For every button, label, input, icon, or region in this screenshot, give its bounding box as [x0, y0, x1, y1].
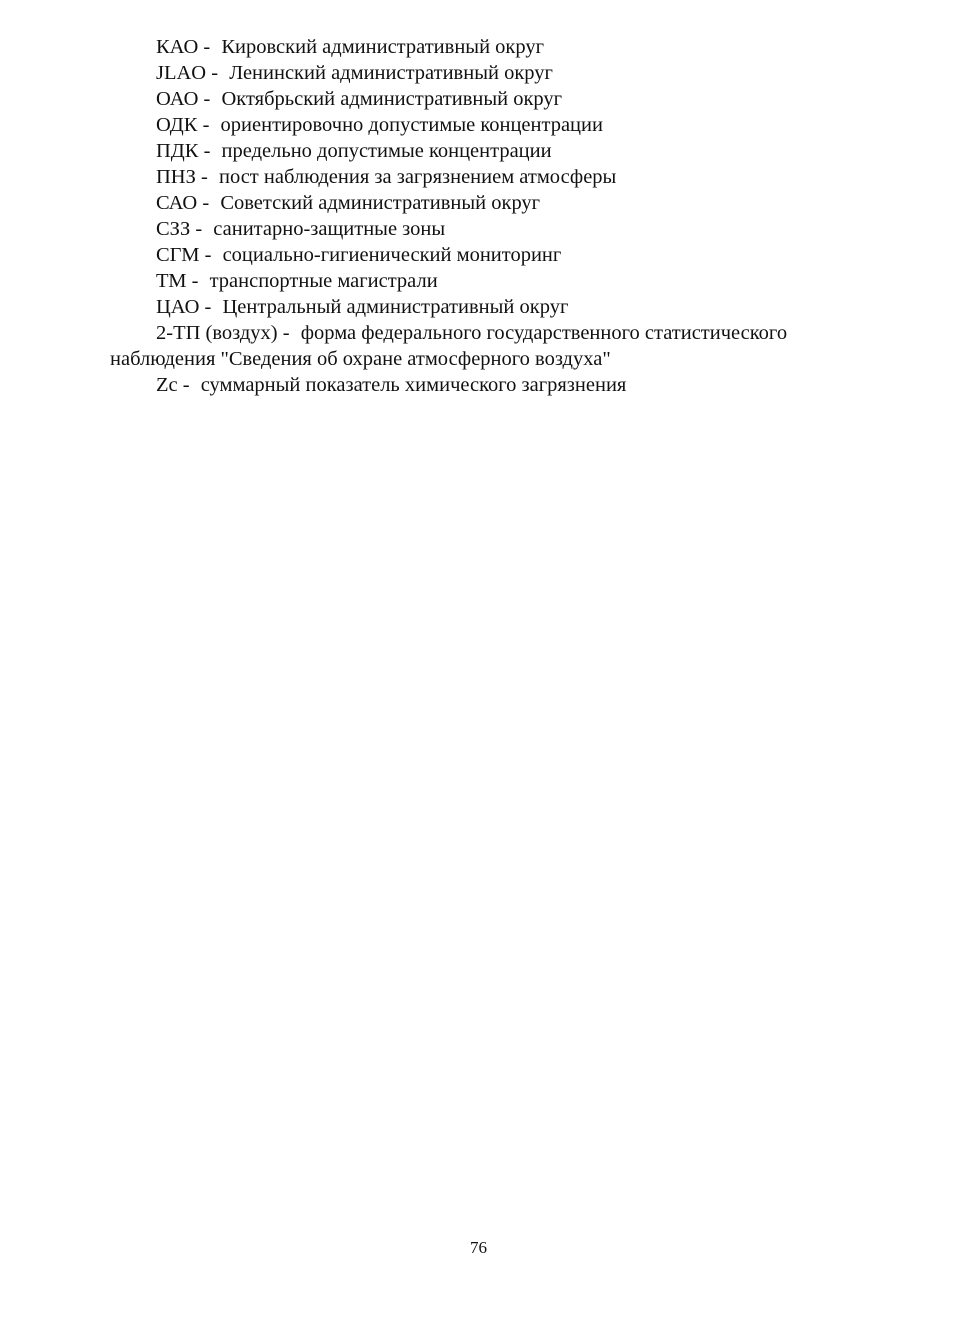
abbreviation-term: ПНЗ -: [156, 166, 208, 188]
abbreviation-term: СЗЗ -: [156, 218, 203, 240]
abbreviation-term: JLAO -: [156, 62, 219, 84]
abbreviation-term: ПДК -: [156, 140, 211, 162]
abbreviation-term: Zc -: [156, 374, 190, 396]
abbreviation-term: ТМ -: [156, 270, 199, 292]
abbreviation-term: КАО -: [156, 36, 211, 58]
abbreviation-definition: Центральный административный округ: [222, 296, 569, 318]
abbreviation-term: ОДК -: [156, 114, 210, 136]
list-item-pnz: [110, 164, 870, 190]
abbreviation-term: САО -: [156, 192, 210, 214]
abbreviation-definition: транспортные магистрали: [209, 270, 438, 292]
abbreviation-definition: Ленинский административный округ: [229, 62, 553, 84]
abbreviation-definition: ориентировочно допустимые концентрации: [220, 114, 603, 136]
list-item-cao: [110, 294, 870, 320]
abbreviation-definition: Советский административный округ: [220, 192, 541, 214]
abbreviation-definition: Кировский административный округ: [221, 36, 545, 58]
list-item-sgm: [110, 242, 870, 268]
list-item-pdk: [110, 138, 870, 164]
list-item-odk: [110, 112, 870, 138]
list-item-2tp: [110, 320, 870, 372]
abbreviation-term: 2-ТП (воздух) -: [156, 322, 290, 344]
abbreviation-definition: форма федерального государственного статистического наблюдения "Сведения об охране атмосферного воздуха": [110, 322, 788, 370]
list-item-sao: [110, 190, 870, 216]
abbreviation-definition: Октябрьский административный округ: [221, 88, 563, 110]
abbreviation-definition: предельно допустимые концентрации: [221, 140, 552, 162]
list-item-lao: [110, 60, 870, 86]
abbreviation-definition: социально-гигиенический мониторинг: [222, 244, 562, 266]
abbreviation-term: ОАО -: [156, 88, 211, 110]
abbreviation-definition: санитарно-защитные зоны: [213, 218, 446, 240]
abbreviation-term: СГМ -: [156, 244, 212, 266]
list-item-zc: [110, 372, 870, 398]
abbreviation-definition: пост наблюдения за загрязнением атмосферы: [218, 166, 617, 188]
list-item-oao: [110, 86, 870, 112]
page-number: 76: [470, 1238, 487, 1257]
list-item-tm: [110, 268, 870, 294]
abbreviation-term: ЦАО -: [156, 296, 212, 318]
abbreviation-list: [110, 34, 870, 398]
list-item-szz: [110, 216, 870, 242]
list-item-kao: [110, 34, 870, 60]
abbreviation-definition: суммарный показатель химического загрязнения: [200, 374, 627, 396]
